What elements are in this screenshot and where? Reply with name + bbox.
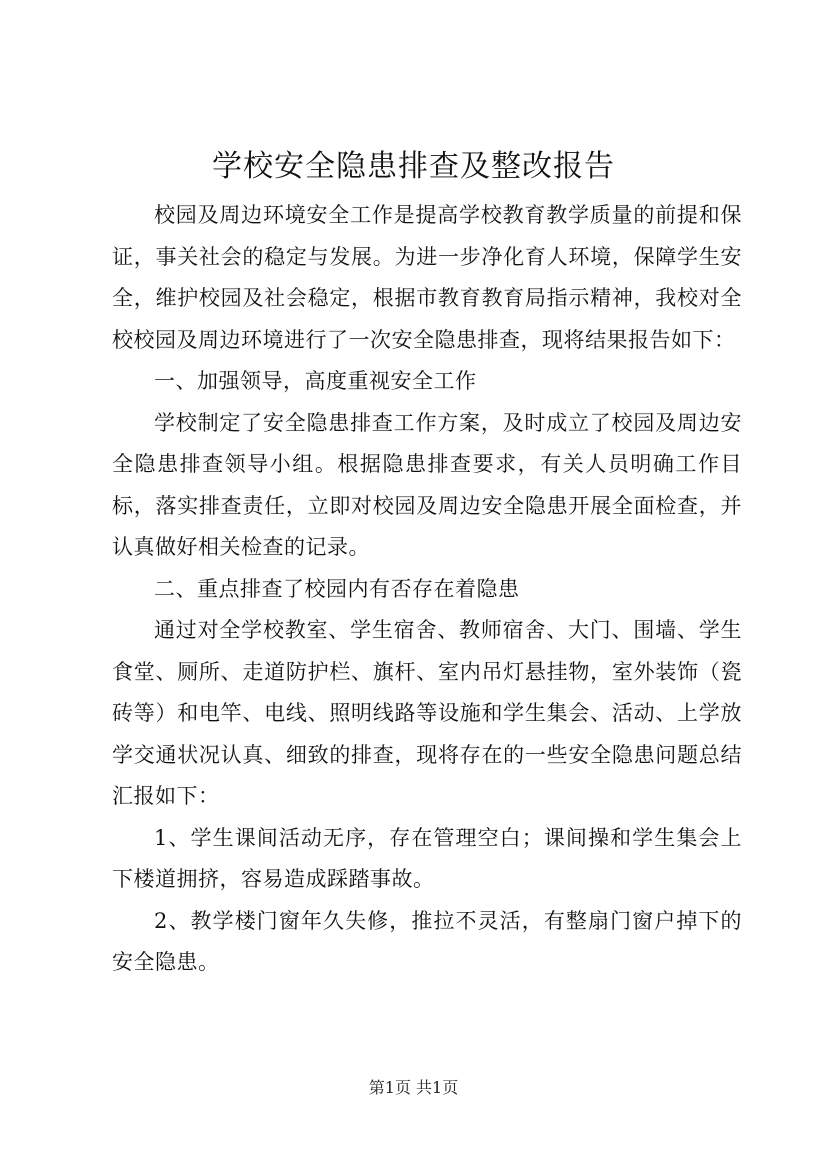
document-body — [112, 195, 742, 984]
intro-paragraph: 校园及周边环境安全工作是提高学校教育教学质量的前提和保证，事关社会的稳定与发展。为进一步净化育人环境，保障学生安全，维护校园及社会稳定，根据市教育教育局指示精神，我校对全校校园及周边环境进行了一次安全隐患排查，现将结果报告如下： — [112, 203, 742, 352]
section-heading-2: 二、重点排查了校园内有否存在着隐患 — [154, 576, 520, 601]
section-heading-1: 一、加强领导，高度重视安全工作 — [154, 369, 477, 393]
hazard-item-2: 2、教学楼门窗年久失修，推拉不灵活，有整扇门窗户掉下的安全隐患。 — [112, 908, 742, 974]
section-1-paragraph: 学校制定了安全隐患排查工作方案，及时成立了校园及周边安全隐患排查领导小组。根据隐患排查要求，有关人员明确工作目标，落实排查责任，立即对校园及周边安全隐患开展全面检查，并认真做好相关检查的记录。 — [112, 410, 742, 559]
document-title: 学校安全隐患排查及整改报告 — [212, 149, 615, 184]
page-footer: 第1页 共1页 — [368, 1078, 459, 1097]
section-2-paragraph: 通过对全学校教室、学生宿舍、教师宿舍、大门、围墙、学生食堂、厕所、走道防护栏、旗杆、室内吊灯悬挂物，室外装饰（瓷砖等）和电竿、电线、照明线路等设施和学生集会、活动、上学放学交通状况认真、细致的排查，现将存在的一些安全隐患问题总结汇报如下： — [112, 618, 742, 808]
hazard-item-1: 1、学生课间活动无序，存在管理空白；课间操和学生集会上下楼道拥挤，容易造成踩踏事故。 — [112, 825, 742, 891]
